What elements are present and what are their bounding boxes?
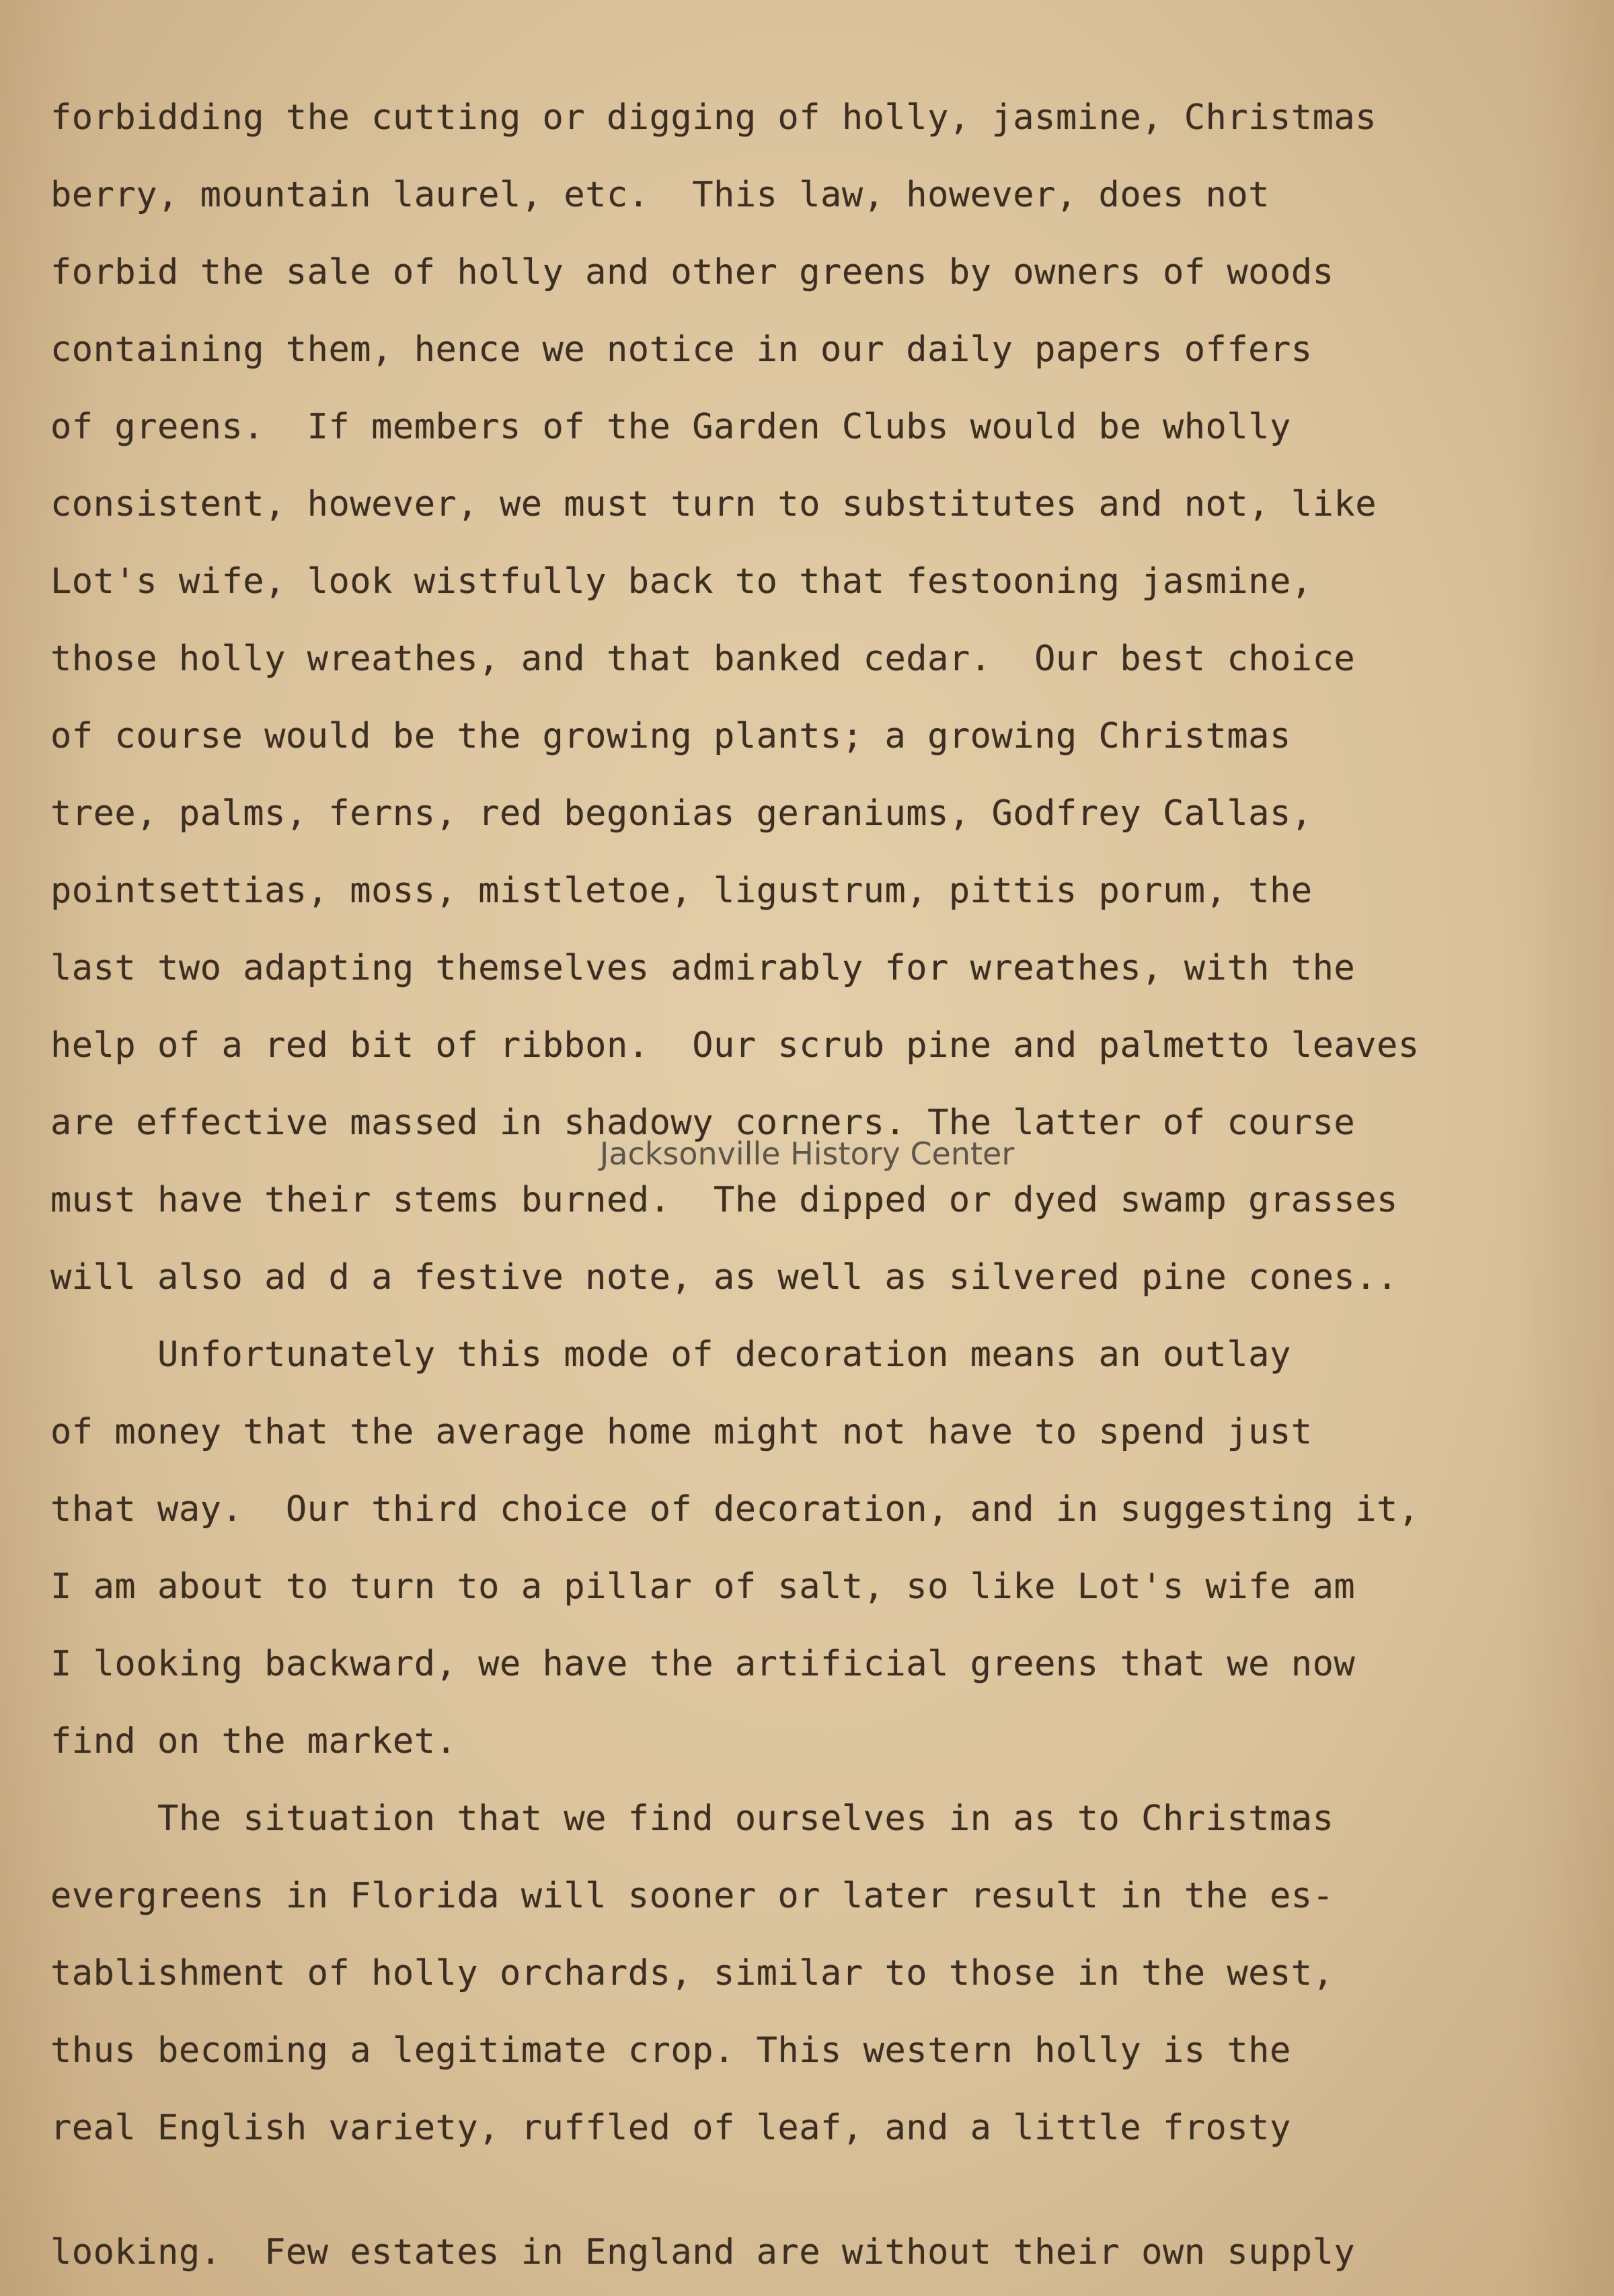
text-line: berry, mountain laurel, etc. This law, however, does not bbox=[50, 175, 1270, 215]
text-line: must have their stems burned. The dipped or dyed swamp grasses bbox=[50, 1180, 1398, 1220]
text-line: containing them, hence we notice in our daily papers offers bbox=[50, 329, 1313, 370]
text-line: Unfortunately this mode of decoration means an outlay bbox=[50, 1335, 1291, 1375]
text-line: of course would be the growing plants; a growing Christmas bbox=[50, 716, 1291, 756]
text-line: Lot's wife, look wistfully back to that festooning jasmine, bbox=[50, 561, 1313, 602]
text-line: tree, palms, ferns, red begonias geraniums, Godfrey Callas, bbox=[50, 793, 1313, 834]
text-line: of greens. If members of the Garden Clubs would be wholly bbox=[50, 407, 1291, 447]
text-line: I am about to turn to a pillar of salt, so like Lot's wife am bbox=[50, 1567, 1356, 1607]
text-line: consistent, however, we must turn to substitutes and not, like bbox=[50, 484, 1377, 524]
text-line: last two adapting themselves admirably for wreathes, with the bbox=[50, 948, 1356, 988]
text-line: evergreens in Florida will sooner or later result in the es- bbox=[50, 1876, 1334, 1916]
text-line: those holly wreathes, and that banked cedar. Our best choice bbox=[50, 639, 1356, 679]
text-line: are effective massed in shadowy corners. The latter of course bbox=[50, 1103, 1356, 1143]
text-line: that way. Our third choice of decoration, and in suggesting it, bbox=[50, 1489, 1420, 1530]
text-line: The situation that we find ourselves in as to Christmas bbox=[50, 1798, 1334, 1839]
text-line: thus becoming a legitimate crop. This western holly is the bbox=[50, 2030, 1291, 2071]
text-line: pointsettias, moss, mistletoe, ligustrum, pittis porum, the bbox=[50, 871, 1313, 911]
text-line: of money that the average home might not have to spend just bbox=[50, 1412, 1313, 1452]
text-line: I looking backward, we have the artificial greens that we now bbox=[50, 1644, 1356, 1684]
text-line: forbid the sale of holly and other greens by owners of woods bbox=[50, 252, 1334, 292]
text-line: tablishment of holly orchards, similar to those in the west, bbox=[50, 1953, 1334, 1993]
watermark: Jacksonville History Center bbox=[599, 1136, 1015, 1172]
text-line: real English variety, ruffled of leaf, and a little frosty bbox=[50, 2108, 1291, 2148]
text-line: find on the market. bbox=[50, 1721, 457, 1761]
text-line: will also ad d a festive note, as well as silvered pine cones.. bbox=[50, 1257, 1398, 1298]
text-line: help of a red bit of ribbon. Our scrub pine and palmetto leaves bbox=[50, 1025, 1420, 1066]
text-line: forbidding the cutting or digging of holly, jasmine, Christmas bbox=[50, 97, 1377, 138]
text-line: looking. Few estates in England are without their own supply bbox=[50, 2232, 1356, 2272]
